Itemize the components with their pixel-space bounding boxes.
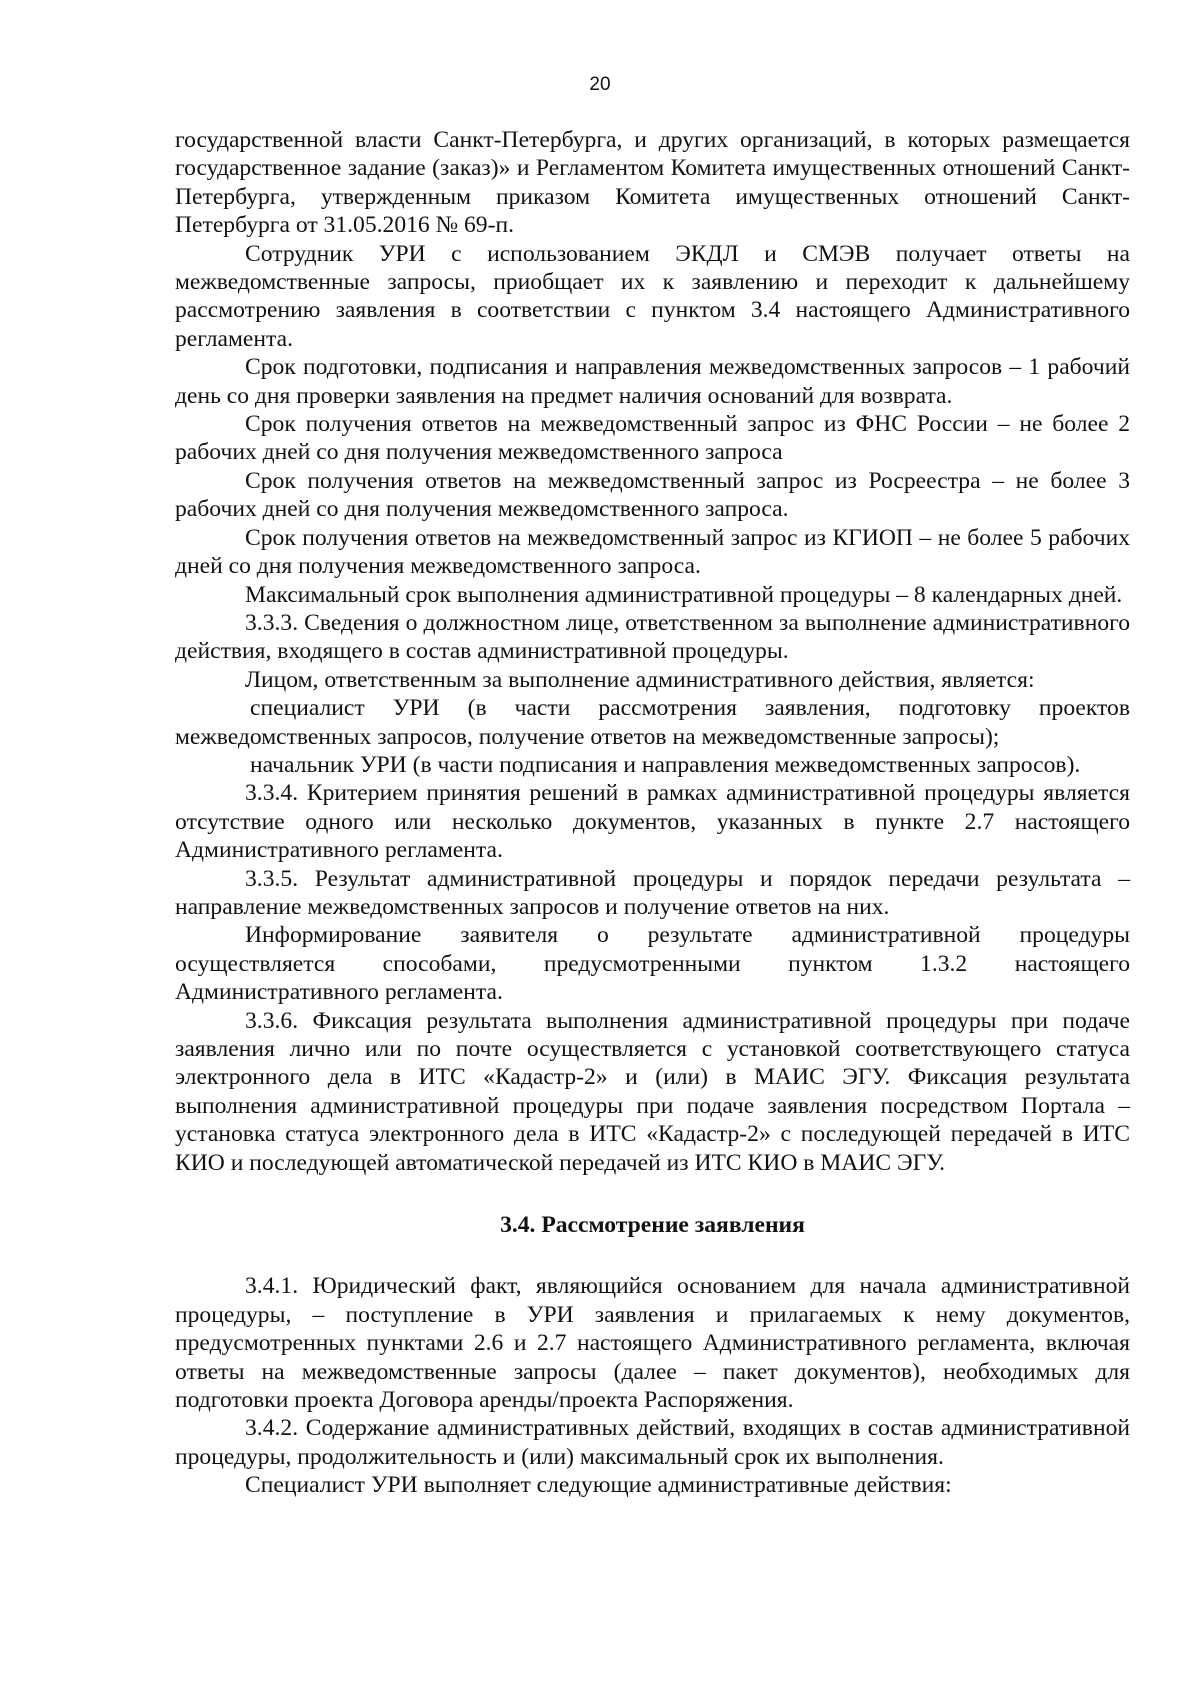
paragraph: специалист УРИ (в части рассмотрения заявления, подготовку проектов межведомственных запросов, получение ответов на межведомственные запросы); (175, 695, 1130, 750)
paragraph: Сотрудник УРИ с использованием ЭКДЛ и СМЭВ получает ответы на межведомственные запросы, приобщает их к заявлению и переходит к дальнейшему рассмотрению заявления в соответствии с пунктом 3.4 настоящего Административного регламента. (175, 240, 1130, 352)
paragraph: государственной власти Санкт-Петербурга, и других организаций, в которых размещается государственное задание (заказ)» и Регламентом Комитета имущественных отношений Санкт-Петербурга, утвержденным приказом Комитета имущественных отношений Санкт-Петербурга от 31.05.2016 № 69-п. (175, 127, 1130, 239)
paragraph: Информирование заявителя о результате административной процедуры осуществляется способами, предусмотренными пунктом 1.3.2 настоящего Административного регламента. (175, 922, 1130, 1006)
paragraph: 3.3.6. Фиксация результата выполнения административной процедуры при подаче заявления лично или по почте осуществляется с установкой соответствующего статуса электронного дела в ИТС «Кадастр-2» и (или) в МАИС ЭГУ. Фиксация результата выполнения административной процедуры при подаче заявления посредством Портала – установка статуса электронного дела в ИТС «Кадастр-2» с последующей передачей в ИТС КИО и последующей автоматической передачей из ИТС КИО в МАИС ЭГУ. (175, 1007, 1130, 1176)
paragraph: Срок подготовки, подписания и направления межведомственных запросов – 1 рабочий день со дня проверки заявления на предмет наличия оснований для возврата. (175, 354, 1130, 409)
page-number: 20 (589, 74, 611, 95)
paragraph: 3.3.3. Сведения о должностном лице, ответственном за выполнение административного действия, входящего в состав административной процедуры. (175, 609, 1130, 665)
paragraph: 3.4.2. Содержание административных действий, входящих в состав административной процедуры, продолжительность и (или) максимальный срок их выполнения. (175, 1415, 1130, 1470)
paragraph: Специалист УРИ выполняет следующие административные действия: (245, 1472, 952, 1499)
paragraph: 3.3.5. Результат административной процедуры и порядок передачи результата – направление межведомственных запросов и получение ответов на них. (175, 865, 1130, 920)
paragraph: 3.3.4. Критерием принятия решений в рамках административной процедуры является отсутствие одного или несколько документов, указанных в пункте 2.7 настоящего Административного регламента. (175, 780, 1130, 864)
document-body (175, 126, 1130, 1500)
paragraph: Срок получения ответов на межведомственный запрос из КГИОП – не более 5 рабочих дней со дня получения межведомственного запроса. (175, 524, 1130, 580)
paragraph: Максимальный срок выполнения административной процедуры – 8 календарных дней. (245, 581, 1123, 608)
paragraph: начальник УРИ (в части подписания и направления межведомственных запросов). (250, 751, 1081, 778)
section-heading: 3.4. Рассмотрение заявления (500, 1212, 805, 1239)
paragraph: 3.4.1. Юридический факт, являющийся основанием для начала административной процедуры, – поступление в УРИ заявления и прилагаемых к нему документов, предусмотренных пунктами 2.6 и 2.7 настоящего Административного регламента, включая ответы на межведомственные запросы (далее – пакет документов), необходимых для подготовки проекта Договора аренды/проекта Распоряжения. (175, 1273, 1130, 1414)
paragraph: Срок получения ответов на межведомственный запрос из Росреестра – не более 3 рабочих дней со дня получения межведомственного запроса. (175, 467, 1130, 523)
paragraph: Срок получения ответов на межведомственный запрос из ФНС России – не более 2 рабочих дней со дня получения межведомственного запроса (175, 411, 1130, 466)
paragraph: Лицом, ответственным за выполнение административного действия, является: (245, 666, 1035, 693)
